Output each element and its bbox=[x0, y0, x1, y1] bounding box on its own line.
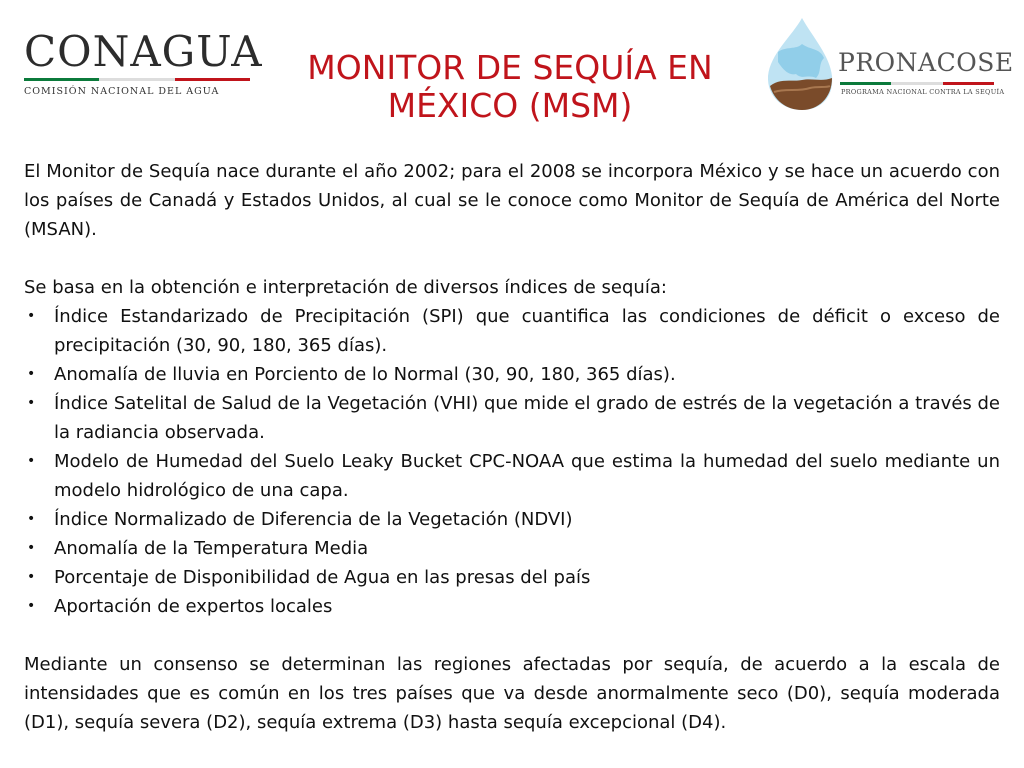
stripe-white bbox=[99, 78, 174, 81]
water-drop-map-icon bbox=[762, 16, 838, 112]
stripe-green bbox=[840, 82, 891, 85]
pronacose-logo-subtitle: PROGRAMA NACIONAL CONTRA LA SEQUÍA bbox=[841, 88, 1005, 96]
conagua-logo bbox=[24, 27, 263, 97]
stripe-white bbox=[891, 82, 942, 85]
spacer bbox=[24, 244, 1000, 273]
list-item: • Aportación de expertos locales bbox=[24, 592, 1000, 621]
list-item: • Anomalía de lluvia en Porciento de lo Normal (30, 90, 180, 365 días). bbox=[24, 360, 1000, 389]
list-item: • Índice Satelital de Salud de la Vegetación (VHI) que mide el grado de estrés de la vegetación a través de la radiancia observada. bbox=[24, 389, 1000, 447]
stripe-green bbox=[24, 78, 99, 81]
slide-body bbox=[24, 157, 1000, 737]
list-item: • Anomalía de la Temperatura Media bbox=[24, 534, 1000, 563]
spacer bbox=[24, 621, 1000, 650]
page-title bbox=[270, 49, 750, 125]
stripe-red bbox=[175, 78, 250, 81]
list-item: • Índice Normalizado de Diferencia de la Vegetación (NDVI) bbox=[24, 505, 1000, 534]
conagua-logo-word: CONAGUA bbox=[24, 27, 263, 76]
conagua-logo-subtitle: COMISIÓN NACIONAL DEL AGUA bbox=[24, 86, 220, 97]
flag-color-stripe bbox=[24, 78, 250, 81]
indices-list bbox=[24, 302, 1000, 621]
conclusion-paragraph: Mediante un consenso se determinan las regiones afectadas por sequía, de acuerdo a la escala de intensidades que es común en los tres países que va desde anormalmente seco (D0), sequía moderada (D1), sequía severa (D2), sequía extrema (D3) hasta sequía excepcional (D4). bbox=[24, 654, 1000, 733]
list-item: • Índice Estandarizado de Precipitación (SPI) que cuantifica las condiciones de déficit o exceso de precipitación (30, 90, 180, 365 días). bbox=[24, 302, 1000, 360]
title-line-1: MONITOR DE SEQUÍA EN bbox=[307, 48, 713, 87]
pronacose-logo-word: PRONACOSE bbox=[838, 48, 1014, 77]
indices-intro: Se basa en la obtención e interpretación de diversos índices de sequía: bbox=[24, 277, 667, 298]
pronacose-logo bbox=[762, 16, 1014, 112]
intro-paragraph: El Monitor de Sequía nace durante el año 2002; para el 2008 se incorpora México y se hace un acuerdo con los países de Canadá y Estados Unidos, al cual se le conoce como Monitor de Sequía de América del Norte (MSAN). bbox=[24, 161, 1000, 240]
title-line-2: MÉXICO (MSM) bbox=[387, 86, 633, 125]
stripe-red bbox=[943, 82, 994, 85]
list-item: • Modelo de Humedad del Suelo Leaky Bucket CPC-NOAA que estima la humedad del suelo mediante un modelo hidrológico de una capa. bbox=[24, 447, 1000, 505]
list-item: • Porcentaje de Disponibilidad de Agua en las presas del país bbox=[24, 563, 1000, 592]
pronacose-color-stripe bbox=[840, 82, 994, 85]
